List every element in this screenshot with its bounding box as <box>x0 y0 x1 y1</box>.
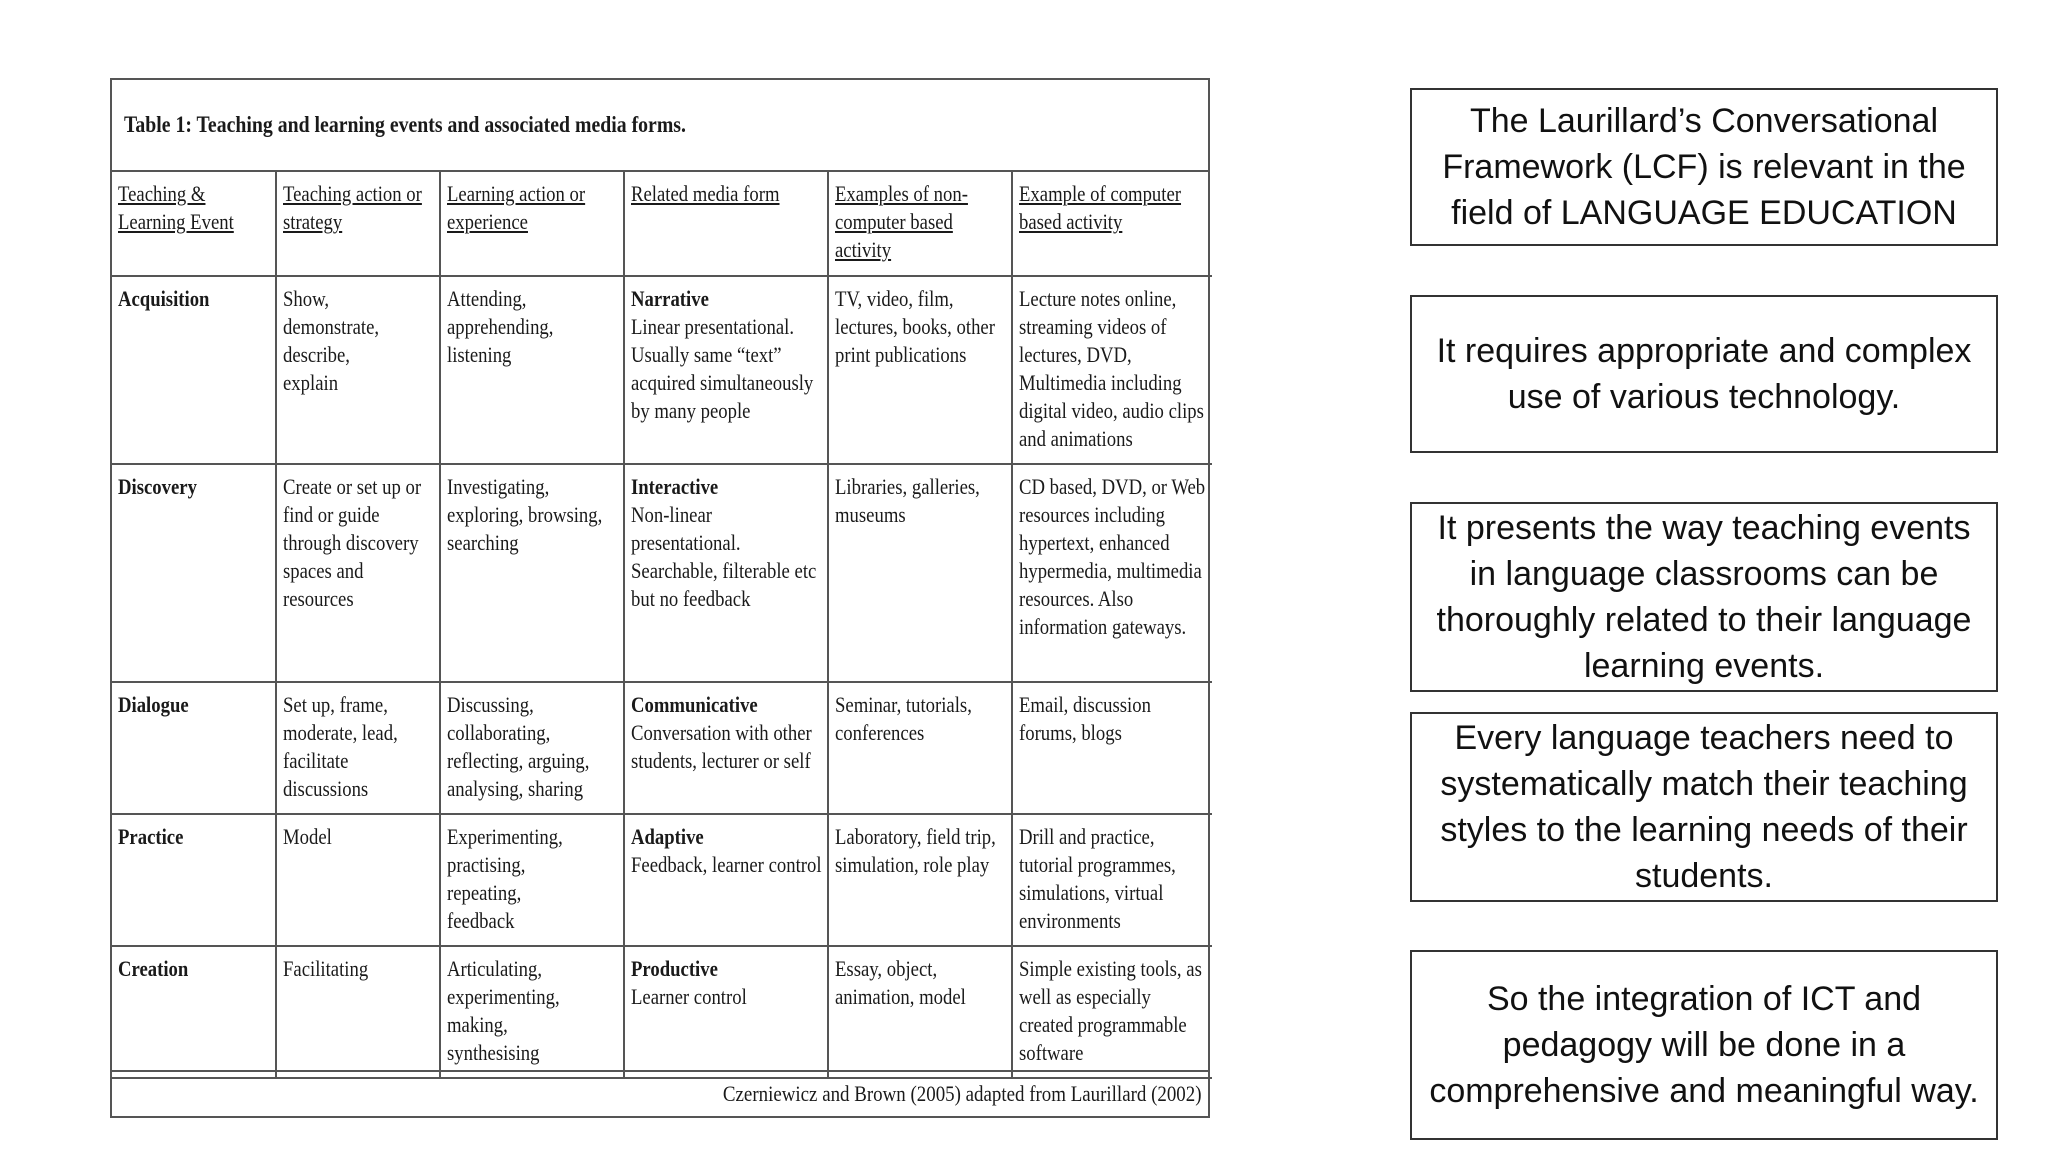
media-name: Interactive <box>631 474 719 499</box>
learning-cell: Discussing, collaborating, reflecting, arguing, analysing, sharing <box>440 682 624 814</box>
header-action: Teaching action or strategy <box>276 172 440 276</box>
header-event: Teaching & Learning Event <box>112 172 276 276</box>
learning-cell: Articulating, experimenting, making, synthesising <box>440 946 624 1078</box>
event-cell: Dialogue <box>112 682 276 814</box>
media-cell <box>624 276 828 464</box>
media-name: Communicative <box>631 692 758 717</box>
action-cell: Facilitating <box>276 946 440 1078</box>
media-cell <box>624 682 828 814</box>
media-name: Productive <box>631 956 718 981</box>
table-row <box>112 814 1212 946</box>
note-box-technology: It requires appropriate and complex use of various technology. <box>1410 295 1998 453</box>
action-cell: Show, demonstrate, describe, explain <box>276 276 440 464</box>
computer-cell: Simple existing tools, as well as especially created programmable software <box>1012 946 1212 1078</box>
non-computer-cell: Seminar, tutorials, conferences <box>828 682 1012 814</box>
table-row <box>112 464 1212 682</box>
event-cell: Creation <box>112 946 276 1078</box>
action-cell: Create or set up or find or guide through discovery spaces and resources <box>276 464 440 682</box>
media-desc: Learner control <box>631 984 747 1009</box>
event-cell: Discovery <box>112 464 276 682</box>
media-cell <box>624 946 828 1078</box>
media-cell <box>624 814 828 946</box>
header-row <box>112 172 1212 276</box>
event-cell: Practice <box>112 814 276 946</box>
computer-cell: Lecture notes online, streaming videos of lectures, DVD, Multimedia including digital video, audio clips and animations <box>1012 276 1212 464</box>
action-cell: Set up, frame, moderate, lead, facilitate discussions <box>276 682 440 814</box>
non-computer-cell: Libraries, galleries, museums <box>828 464 1012 682</box>
media-desc: Non-linear presentational. Searchable, filterable etc but no feedback <box>631 502 817 611</box>
non-computer-cell: TV, video, film, lectures, books, other print publications <box>828 276 1012 464</box>
note-box-teaching-styles: Every language teachers need to systematically match their teaching styles to the learning needs of their students. <box>1410 712 1998 902</box>
media-name: Adaptive <box>631 824 704 849</box>
media-name: Narrative <box>631 286 709 311</box>
table-citation: Czerniewicz and Brown (2005) adapted from Laurillard (2002) <box>112 1070 1208 1116</box>
learning-cell: Attending, apprehending, listening <box>440 276 624 464</box>
media-cell <box>624 464 828 682</box>
table-title: Table 1: Teaching and learning events and associated media forms. <box>112 80 1208 172</box>
media-desc: Conversation with other students, lecturer or self <box>631 720 812 773</box>
header-computer: Example of computer based activity <box>1012 172 1212 276</box>
action-cell: Model <box>276 814 440 946</box>
learning-cell: Investigating, exploring, browsing, searching <box>440 464 624 682</box>
table-row <box>112 946 1212 1078</box>
table-row <box>112 682 1212 814</box>
note-box-ict-integration: So the integration of ICT and pedagogy will be done in a comprehensive and meaningful way. <box>1410 950 1998 1140</box>
computer-cell: Email, discussion forums, blogs <box>1012 682 1212 814</box>
table-body <box>112 172 1212 1079</box>
note-box-lcf: The Laurillard’s Conversational Framework (LCF) is relevant in the field of LANGUAGE EDUCATION <box>1410 88 1998 246</box>
header-media: Related media form <box>624 172 828 276</box>
media-forms-table <box>110 78 1210 1118</box>
note-box-teaching-events: It presents the way teaching events in language classrooms can be thoroughly related to their language learning events. <box>1410 502 1998 692</box>
computer-cell: Drill and practice, tutorial programmes, simulations, virtual environments <box>1012 814 1212 946</box>
media-desc: Feedback, learner control <box>631 852 822 877</box>
learning-cell: Experimenting, practising, repeating, feedback <box>440 814 624 946</box>
header-non-computer: Examples of non-computer based activity <box>828 172 1012 276</box>
table-row <box>112 276 1212 464</box>
header-learning: Learning action or experience <box>440 172 624 276</box>
media-desc: Linear presentational. Usually same “text” acquired simultaneously by many people <box>631 314 814 423</box>
non-computer-cell: Essay, object, animation, model <box>828 946 1012 1078</box>
event-cell: Acquisition <box>112 276 276 464</box>
computer-cell: CD based, DVD, or Web resources including hypertext, enhanced hypermedia, multimedia resources. Also information gateways. <box>1012 464 1212 682</box>
non-computer-cell: Laboratory, field trip, simulation, role play <box>828 814 1012 946</box>
